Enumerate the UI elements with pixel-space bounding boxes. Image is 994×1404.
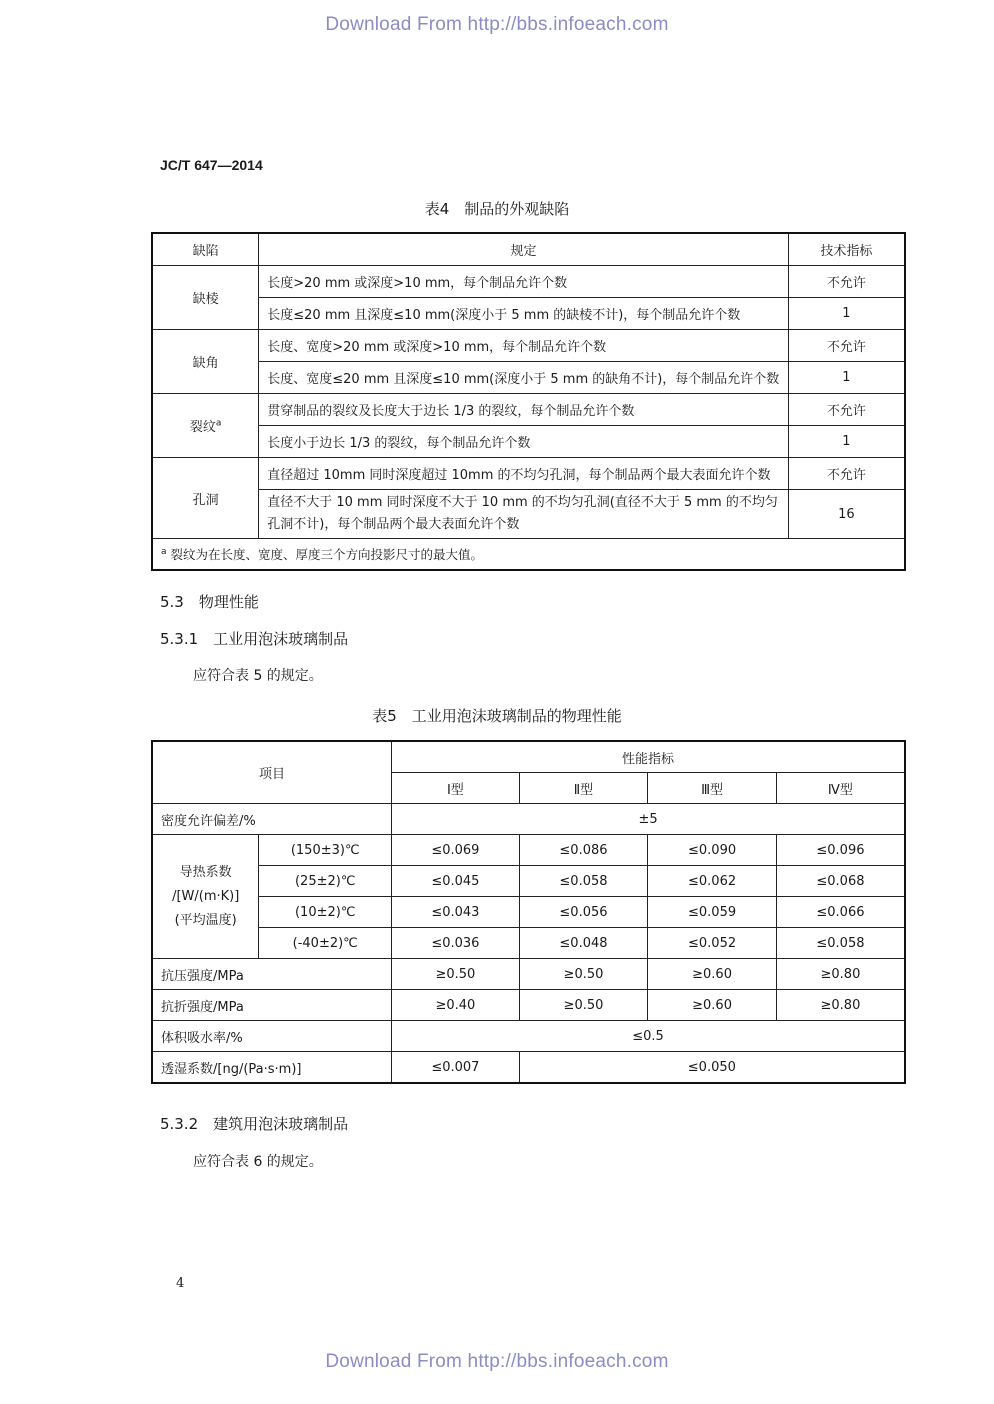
property-value: ≥0.50 [519,959,648,990]
thermal-conductivity-label: 导热系数 /[W/(m·K)] (平均温度) [152,835,259,959]
defect-rule: 长度、宽度≤20 mm 且深度≤10 mm(深度小于 5 mm 的缺角不计)，每个制品允许个数 [259,362,789,394]
table4-caption: 表4 制品的外观缺陷 [424,200,570,218]
defect-value: 不允许 [788,458,905,490]
property-value: ≤0.045 [392,866,520,897]
temperature-label: (10±2)℃ [259,897,392,928]
property-value: ≥0.60 [648,959,777,990]
property-label: 抗折强度/MPa [152,990,392,1021]
table5-caption: 表5 工业用泡沫玻璃制品的物理性能 [372,707,622,725]
type-header: Ⅲ型 [648,773,777,804]
property-value: ≤0.007 [392,1052,520,1084]
section-5-3-2: 5.3.2 建筑用泡沫玻璃制品 [160,1115,349,1133]
property-value: ≤0.062 [648,866,777,897]
defect-rule: 长度、宽度>20 mm 或深度>10 mm，每个制品允许个数 [259,330,789,362]
document-code: JC/T 647—2014 [160,157,263,173]
defect-rule: 直径超过 10mm 同时深度超过 10mm 的不均匀孔洞，每个制品两个最大表面允许个数 [259,458,789,490]
defect-value: 1 [788,362,905,394]
temperature-label: (25±2)℃ [259,866,392,897]
defect-name: 缺角 [152,330,259,394]
header-defect: 缺陷 [152,233,259,266]
temperature-label: (-40±2)℃ [259,928,392,959]
temperature-label: (150±3)℃ [259,835,392,866]
defect-rule: 长度>20 mm 或深度>10 mm，每个制品允许个数 [259,266,789,298]
footnote-mark: a [215,418,222,429]
property-value: ≤0.069 [392,835,520,866]
property-value: ≤0.050 [519,1052,905,1084]
property-value: ≥0.60 [648,990,777,1021]
paragraph-1: 应符合表 5 的规定。 [193,668,323,684]
property-label: 透湿系数/[ng/(Pa·s·m)] [152,1052,392,1084]
property-value: ≤0.058 [776,928,905,959]
property-label: 抗压强度/MPa [152,959,392,990]
property-value: ≤0.086 [519,835,648,866]
property-label: 密度允许偏差/% [152,804,392,835]
defect-value: 1 [788,298,905,330]
property-value: ≤0.059 [648,897,777,928]
defect-name: 孔洞 [152,458,259,539]
defect-name: 裂纹$^a$ [152,394,259,458]
page-number: 4 [176,1276,185,1291]
property-value: ≤0.066 [776,897,905,928]
property-value: ≤0.096 [776,835,905,866]
property-value: ≤0.056 [519,897,648,928]
defect-value: 不允许 [788,266,905,298]
table4-footnote: $^a$ 裂纹为在长度、宽度、厚度三个方向投影尺寸的最大值。 [152,539,905,571]
property-value: ≤0.058 [519,866,648,897]
property-value: ≥0.80 [776,959,905,990]
type-header: Ⅳ型 [776,773,905,804]
defect-value: 1 [788,426,905,458]
physical-properties-table [151,740,906,1084]
type-header: Ⅰ型 [392,773,520,804]
defect-value: 不允许 [788,394,905,426]
property-value: ±5 [392,804,905,835]
property-value: ≤0.043 [392,897,520,928]
section-5-3-1: 5.3.1 工业用泡沫玻璃制品 [160,630,349,648]
defect-rule: 长度小于边长 1/3 的裂纹，每个制品允许个数 [259,426,789,458]
paragraph-2: 应符合表 6 的规定。 [193,1154,323,1170]
property-value: ≤0.068 [776,866,905,897]
defect-value: 16 [788,490,905,539]
header-rule: 规定 [259,233,789,266]
header-spec: 技术指标 [788,233,905,266]
property-value: ≤0.052 [648,928,777,959]
defect-rule: 长度≤20 mm 且深度≤10 mm(深度小于 5 mm 的缺棱不计)，每个制品允许个数 [259,298,789,330]
defect-value: 不允许 [788,330,905,362]
item-header: 项目 [152,741,392,804]
watermark-top: Download From http://bbs.infoeach.com [325,14,669,35]
property-value: ≤0.5 [392,1021,905,1052]
defect-name: 缺棱 [152,266,259,330]
property-value: ≥0.50 [519,990,648,1021]
section-5-3: 5.3 物理性能 [160,593,259,611]
property-value: ≤0.036 [392,928,520,959]
performance-header: 性能指标 [392,741,905,773]
property-value: ≤0.048 [519,928,648,959]
type-header: Ⅱ型 [519,773,648,804]
defect-rule: 直径不大于 10 mm 同时深度不大于 10 mm 的不均匀孔洞(直径不大于 5 mm 的不均匀孔洞不计)，每个制品两个最大表面允许个数 [259,490,789,539]
defects-table [151,232,906,571]
property-label: 体积吸水率/% [152,1021,392,1052]
property-value: ≤0.090 [648,835,777,866]
property-value: ≥0.80 [776,990,905,1021]
watermark-bottom: Download From http://bbs.infoeach.com [325,1351,669,1372]
defect-rule: 贯穿制品的裂纹及长度大于边长 1/3 的裂纹，每个制品允许个数 [259,394,789,426]
property-value: ≥0.50 [392,959,520,990]
property-value: ≥0.40 [392,990,520,1021]
